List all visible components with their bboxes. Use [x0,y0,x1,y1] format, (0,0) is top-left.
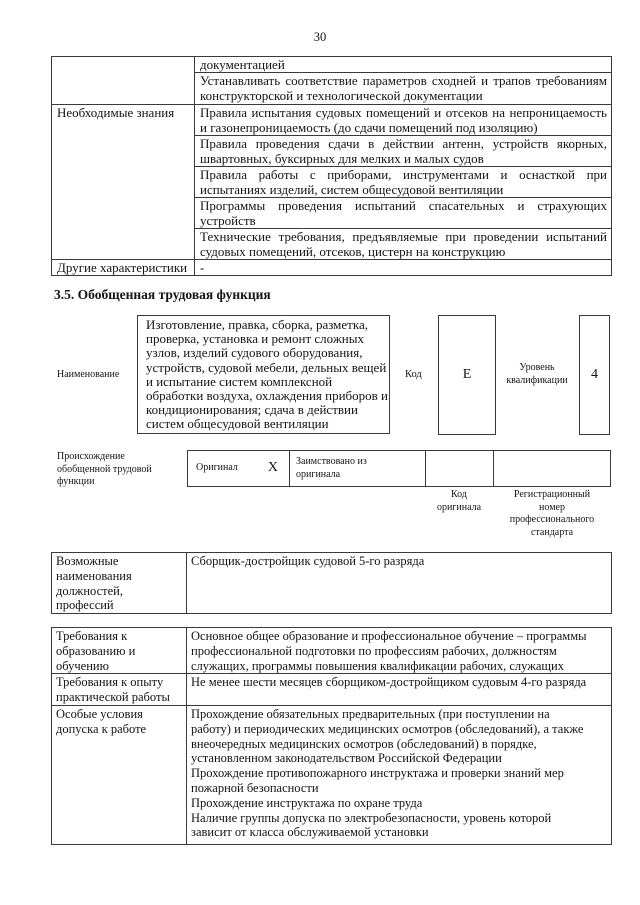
table-row [52,553,612,614]
value-line: Технические требования, предъявляемые при проведении испытаний [200,229,607,244]
name-line: узлов, изделий судового оборудования, [146,345,363,361]
label-line: образованию и [56,643,136,658]
value-line: конструкторской и технологической документации [200,88,483,103]
table-row [52,628,612,674]
value-line: устройств [200,213,256,228]
label-line: Требования к опыту [56,675,164,690]
borrowed-label-line: Заимствовано из [296,456,367,467]
condition-paragraph [191,707,607,766]
name-label: Наименование [57,369,120,380]
value-line: Устанавливать соответствие параметров сходней и трапов требованиям [200,73,607,88]
value-line: служащих, программы повышения квалификации рабочих, служащих [191,658,564,673]
skills-knowledge-table [51,56,612,276]
level-label-line: Уровень [519,362,555,373]
row-value-cell [195,198,612,229]
education-value-cell [187,628,612,674]
value-line: Правила испытания судовых помещений и отсеков на непроницаемость [200,105,607,120]
row-value-cell [195,73,612,105]
required-knowledge-label: Необходимые знания [52,105,195,260]
caption-line: Регистрационный [513,489,591,500]
name-line: обработки воздуха, охлаждения приборов и [146,388,389,404]
value-line: документацией [200,57,285,72]
value-line: Прохождение противопожарного инструктажа и проверки знаний мер [191,766,564,781]
other-characteristics-label: Другие характеристики [52,260,195,276]
original-label: Оригинал [196,462,238,474]
origin-table [187,450,611,487]
special-conditions-value-cell [187,705,612,844]
label-line: должностей, [56,583,123,598]
value-line: Прохождение обязательных предварительных (при поступлении на [191,706,550,721]
row-value-cell [195,136,612,167]
function-name-box [137,315,390,434]
education-label-cell [52,628,187,674]
value-line: пожарной безопасности [191,780,319,795]
code-value: E [462,367,472,382]
section-title: 3.5. Обобщенная трудовая функция [54,287,271,302]
reg-number-caption [493,489,611,539]
value-line: Программы проведения испытаний спасательных и страхующих [200,198,607,213]
name-line: Изготовление, правка, сборка, разметка, [146,317,369,332]
table-row [52,105,612,136]
value-line: профессиональной подготовки по профессиям рабочих, должностям [191,643,557,658]
caption-line: стандарта [530,526,574,538]
requirements-table [51,627,612,845]
qualification-level-label [500,362,574,387]
page-number: 30 [313,30,327,44]
row-value-cell [195,167,612,198]
value-line: Прохождение инструктажа по охране труда [191,795,423,810]
value-line: Правила проведения сдачи в действии антенн, устройств якорных, [200,136,607,151]
original-code-caption [425,489,493,514]
qualification-level-value: 4 [591,367,598,382]
level-label-line: квалификации [506,374,568,386]
value-line: судовых помещений, отсеков, цистерн на конструкцию [200,244,506,259]
value-line: Не менее шести месяцев сборщиком-достройщиком судовым 4-го разряда [191,675,587,690]
table-row [52,705,612,844]
positions-value-cell [187,553,612,614]
caption-line: Код [451,489,467,500]
value-line: зависит от класса обслуживаемой установки [191,825,429,840]
reg-number-cell [494,451,611,487]
value-line: - [200,260,205,275]
value-line: Правила работы с приборами, инструментами и оснасткой при [200,167,607,182]
name-line: устройств, судовой мебели, дельных вещей [146,359,387,375]
value-line: Основное общее образование и профессиональное обучение – программы [191,629,587,643]
original-mark: X [267,460,279,476]
value-line: Наличие группы допуска по электробезопасности, уровень которой [191,810,552,825]
value-line: установленном законодательством Российской Федерации [191,751,502,766]
origin-label-line: обобщенной трудовой [57,463,152,475]
value-line: внеочередных медицинских осмотров (обследований) в порядке, [191,736,537,751]
qualification-level-box [579,315,610,435]
borrowed-cell [290,451,426,487]
original-cell [188,451,290,487]
row-value-cell [195,229,612,260]
origin-label-line: функции [57,476,95,487]
caption-line: профессионального [509,514,595,525]
special-conditions-label-cell [52,705,187,844]
caption-line: номер [539,501,565,513]
label-line: Возможные [56,554,119,568]
label-line: обучению [56,658,109,673]
row-label-cell [52,57,195,105]
position-name: Сборщик-достройщик судовой 5-го разряда [191,554,425,568]
table-row [52,674,612,706]
name-line: кондиционирования; сдача в действии [146,402,358,418]
positions-label-cell [52,553,187,614]
value-line: испытаниях изделий, систем общесудовой вентиляции [200,182,504,197]
row-value-cell [195,57,612,73]
original-code-cell [426,451,494,487]
experience-label-cell [52,674,187,706]
row-value-cell [195,260,612,276]
code-value-box [438,315,496,435]
borrowed-label-line: оригинала [296,468,341,480]
condition-paragraph [191,796,607,811]
value-line: и газонепроницаемость (до сдачи помещений под изоляцию) [200,120,538,135]
label-line: наименования [56,568,132,583]
origin-label [57,451,152,489]
name-line: систем общесудовой вентиляции [146,416,329,432]
condition-paragraph [191,811,607,841]
positions-table [51,552,612,614]
value-line: работу) и периодических медицинских осмотров (обследований), а также [191,721,584,736]
value-line: швартовных, буксирных для мелких и малых судов [200,151,484,166]
label-line: допуска к работе [56,721,147,736]
row-value-cell [195,105,612,136]
name-line: проверка, установка и ремонт сложных [146,331,364,347]
label-line: практической работы [56,690,170,705]
experience-value-cell [187,674,612,706]
caption-line: оригинала [436,501,482,513]
table-row [188,451,611,487]
table-row [52,57,612,73]
table-row [52,260,612,276]
origin-label-line: Происхождение [57,451,125,462]
condition-paragraph [191,766,607,796]
name-line: и испытание систем комплексной [146,373,333,389]
label-line: Особые условия [56,706,143,721]
label-line: профессий [56,598,114,613]
code-label: Код [405,369,422,380]
label-line: Требования к [56,629,128,643]
